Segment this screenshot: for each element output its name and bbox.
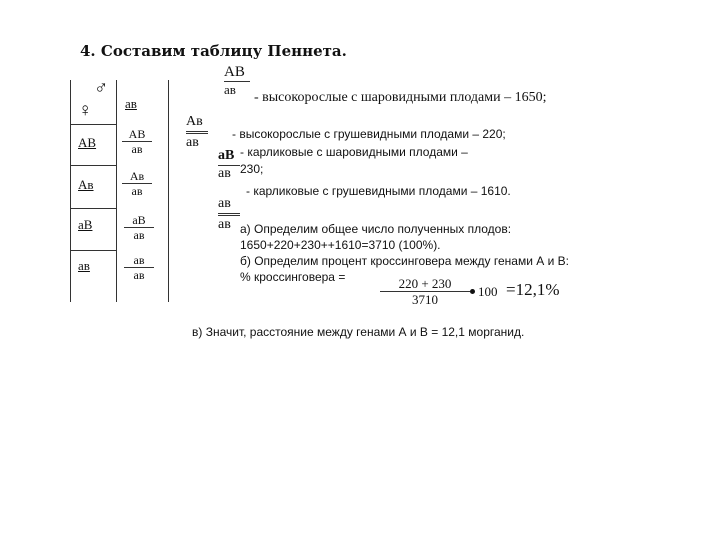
male-symbol: ♂ <box>94 78 109 99</box>
genotype-fraction: АВ ав <box>224 64 250 97</box>
punnett-table <box>70 80 170 302</box>
step-c: в) Значит, расстояние между генами А и В = 12,1 морганид. <box>192 325 525 339</box>
female-gamete: аВ <box>78 217 93 232</box>
row-divider <box>70 208 116 209</box>
table-border-right <box>168 80 169 302</box>
female-gamete: АВ <box>78 135 97 150</box>
formula-result: =12,1% <box>506 280 560 299</box>
row-divider <box>70 165 116 166</box>
genotype-fraction: ав ав <box>218 196 240 232</box>
step-b: б) Определим процент кроссинговера между генами А и В: <box>240 254 569 268</box>
formula-fraction: $\frac{220 + 230}{3710}$ <box>380 276 470 307</box>
phenotype-text: - карликовые с грушевидными плодами – 1610. <box>246 184 511 198</box>
female-gamete: ав <box>78 258 90 273</box>
page-heading: 4. Составим таблицу Пеннета. <box>80 42 347 60</box>
step-a-sum: 1650+220+230++1610=3710 (100%). <box>240 238 441 252</box>
female-gamete: Ав <box>78 177 94 192</box>
row-divider <box>70 250 116 251</box>
step-b-label: % кроссинговера = <box>240 270 346 284</box>
formula-multiplier: 100 <box>478 284 498 299</box>
phenotype-text-continued: 230; <box>240 162 264 176</box>
offspring-genotype: ав ав <box>124 254 154 282</box>
phenotype-text: - высокорослые с шаровидными плодами – 1650; <box>254 90 547 105</box>
phenotype-text: - карликовые с шаровидными плодами – <box>240 145 468 159</box>
table-border-left <box>70 80 71 302</box>
male-gamete: ав <box>125 96 137 111</box>
offspring-genotype: аВ ав <box>124 214 154 242</box>
table-divider <box>116 80 117 302</box>
genotype-fraction: аВ ав <box>218 148 240 181</box>
offspring-genotype: Ав ав <box>122 170 152 198</box>
female-symbol: ♀ <box>78 100 93 121</box>
row-divider <box>70 124 116 125</box>
phenotype-text: - высокорослые с грушевидными плодами – 220; <box>232 127 506 141</box>
step-a: а) Определим общее число полученных плодов: <box>240 222 512 236</box>
genotype-fraction: Ав ав <box>186 114 208 150</box>
offspring-genotype: АВ ав <box>122 128 152 156</box>
multiply-dot <box>470 289 475 294</box>
